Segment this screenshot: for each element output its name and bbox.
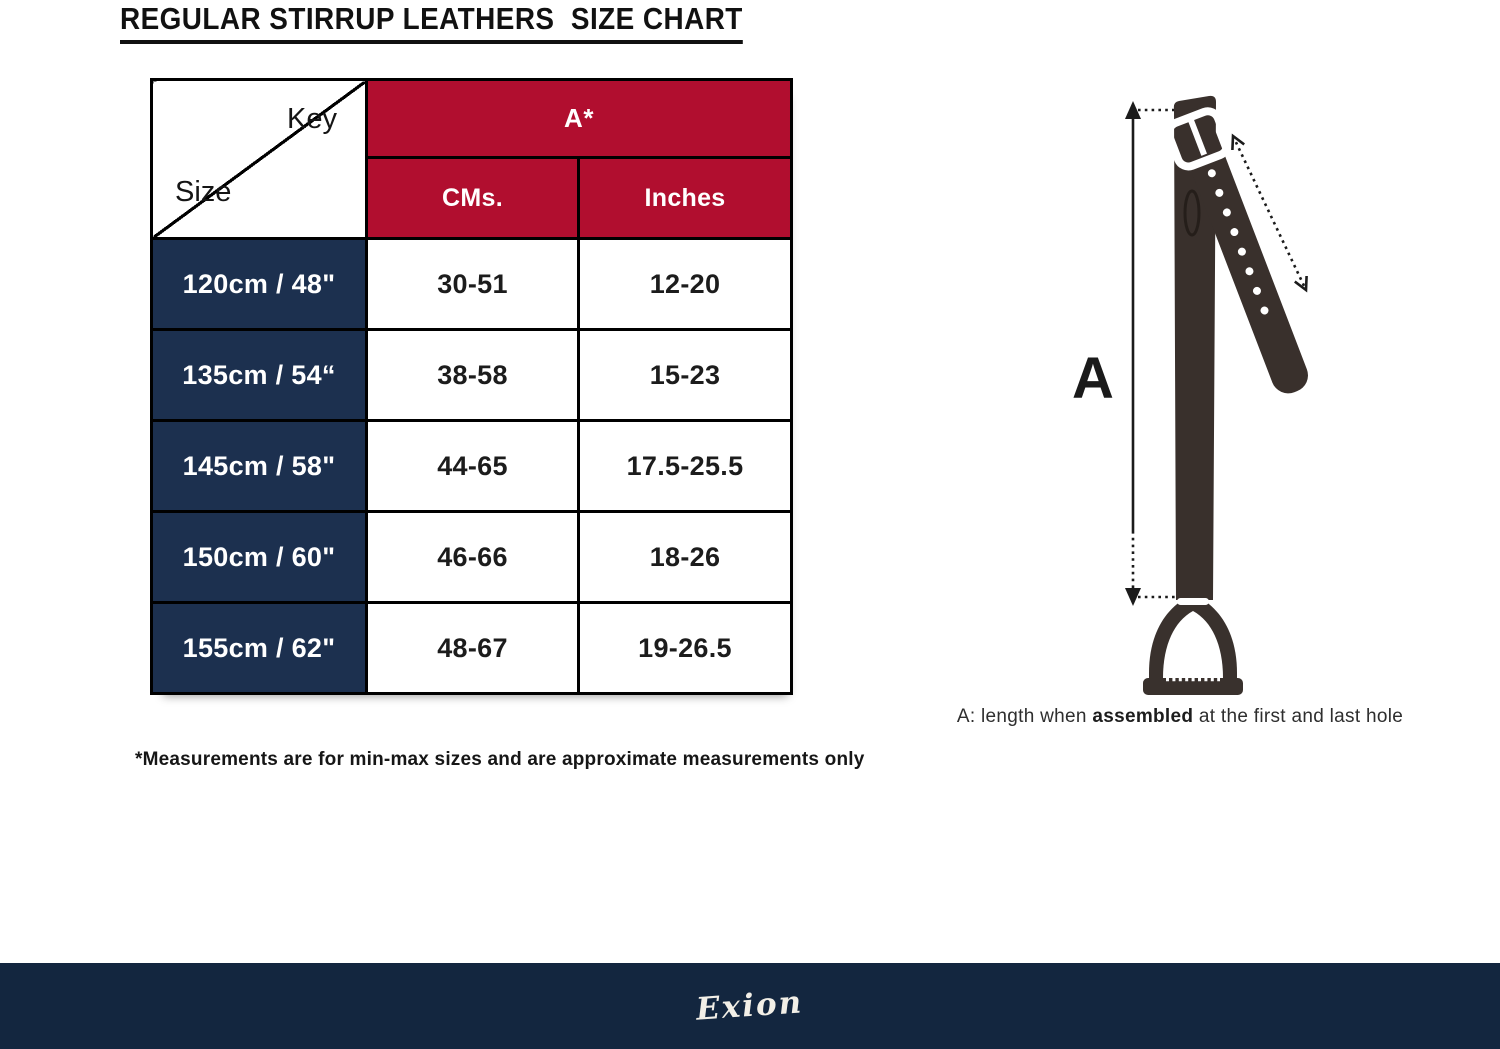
group-header-cell: A* [367,80,792,158]
size-chart-table [150,78,793,695]
row-cms-cell: 38-58 [367,330,579,421]
diagram-caption [940,706,1420,728]
stirrup-iron [1143,594,1243,695]
page-title: REGULAR STIRRUP LEATHERS SIZE CHART [120,1,743,44]
stirrup-eye-slot [1177,598,1209,605]
row-inches-cell: 12-20 [579,239,792,330]
caption-prefix: A: length when [956,706,1093,727]
caption-bold: assembled [1092,706,1194,727]
header-row-group [152,80,792,158]
caption-suffix: at the first and last hole [1193,706,1404,727]
brand-logo: Exion [695,984,805,1028]
row-cms-cell: 30-51 [367,239,579,330]
row-inches-cell: 19-26.5 [579,603,792,694]
stirrup-leather-diagram [1020,95,1420,745]
table-row [152,603,792,694]
table-row [152,421,792,512]
corner-size-label: Size [175,176,232,208]
table-row [152,239,792,330]
row-cms-cell: 44-65 [367,421,579,512]
corner-cell [152,80,367,239]
row-inches-cell: 17.5-25.5 [579,421,792,512]
row-inches-cell: 15-23 [579,330,792,421]
row-size-cell: 135cm / 54“ [152,330,367,421]
corner-key-label: Key [287,103,337,135]
footer-bar [0,963,1500,1049]
row-size-cell: 150cm / 60" [152,512,367,603]
dimension-a-measure-line [1133,110,1180,597]
row-cms-cell: 46-66 [367,512,579,603]
col-header-cms: CMs. [367,158,579,239]
row-size-cell: 155cm / 62" [152,603,367,694]
row-inches-cell: 18-26 [579,512,792,603]
col-header-inches: Inches [579,158,792,239]
table-row [152,330,792,421]
footnote: *Measurements are for min-max sizes and are approximate measurements only [135,749,865,770]
row-cms-cell: 48-67 [367,603,579,694]
row-size-cell: 145cm / 58" [152,421,367,512]
dimension-a-label: A [1072,346,1114,411]
table-row [152,512,792,603]
row-size-cell: 120cm / 48" [152,239,367,330]
